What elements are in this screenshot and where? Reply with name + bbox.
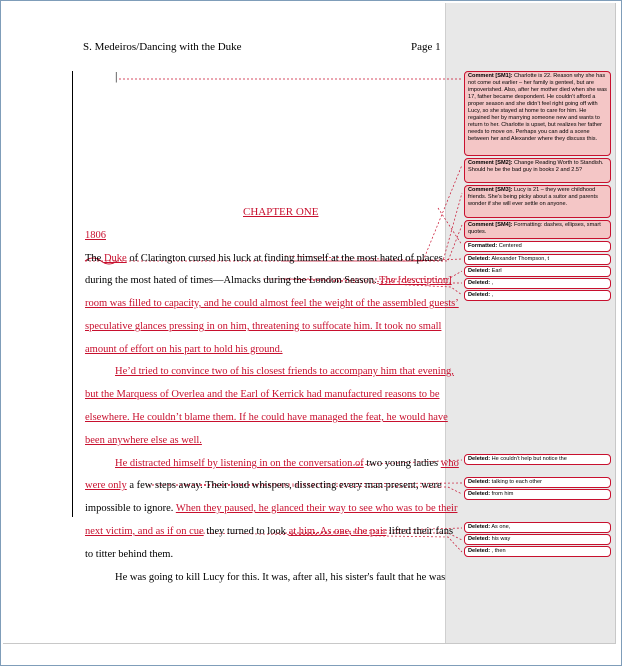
comment-balloon-sm3[interactable]: Comment [SM3]: Lucy is 21 – they were childhood friends. She’s being picky about a suitor and parents wonder if she will ever settle on anyone. <box>464 185 611 218</box>
deleted-balloon-6[interactable]: Deleted: talking to each other <box>464 477 611 488</box>
paragraph-line-8: elsewhere. He couldn’t blame them. If he could have managed the feat, he would have <box>85 412 448 423</box>
deleted-balloon-1[interactable]: Deleted: Alexander Thompson, t <box>464 254 611 265</box>
paragraph-line-13: next victim, and as if on cue they turned to look at him. As one, the pair lifted their fans <box>85 526 454 537</box>
paragraph-line-5: amount of effort on his part to hold his ground. <box>85 344 283 355</box>
paragraph-line-10: He distracted himself by listening in on the conversation of two young ladies who <box>115 458 459 469</box>
deleted-balloon-2[interactable]: Deleted: Earl <box>464 266 611 277</box>
comment-balloon-sm1[interactable]: Comment [SM1]: Charlotte is 22. Reason why she has not come out earlier – her family is genteel, but are impoverished. Also, after her mother died when she was 17, father became despondent. He couldn’t afford a proper season and she didn’t feel right going off with Lucy, so she stayed at home to care for him. He regained her by marrying someone new and wants to return to her. Charlotte is upset, but realizes her father needs to move on. Perhaps you can add a scene between her and Alexander where they discuss this. <box>464 71 611 156</box>
deleted-balloon-9[interactable]: Deleted: his way <box>464 534 611 545</box>
paragraph-line-7: but the Marquess of Overlea and the Earl of Kerrick had manufactured reasons to be <box>85 389 440 400</box>
paragraph-line-6: He’d tried to convince two of his closest friends to accompany him that evening, <box>115 366 454 377</box>
change-bar <box>72 71 73 517</box>
paragraph-line-14: to titter behind them. <box>85 549 174 560</box>
chapter-heading: CHAPTER ONE <box>243 206 319 218</box>
paragraph-line-2: during the most hated of times—Almacks during the London Season. The [description] <box>85 275 452 286</box>
paragraph-line-15: He was going to kill Lucy for this. It was, after all, his sister's fault that he was <box>115 572 446 583</box>
paragraph-line-1: The Duke of Clarington cursed his luck at finding himself at the most hated of places <box>85 253 443 264</box>
chapter-year: 1806 <box>85 230 106 241</box>
deleted-balloon-8[interactable]: Deleted: As one, <box>464 522 611 533</box>
paragraph-line-4: speculative glances pressing in on him, threatening to suffocate him. It took no small <box>85 321 442 332</box>
comment-balloon-sm4[interactable]: Comment [SM4]: Formatting: dashes, ellipses, smart quotes. <box>464 220 611 239</box>
deleted-balloon-3[interactable]: Deleted: , <box>464 278 611 289</box>
running-header-title: S. Medeiros/Dancing with the Duke <box>83 41 242 53</box>
paragraph-line-3: room was filled to capacity, and he could almost feel the weight of the assembled guests’ <box>85 298 459 309</box>
leader-line-sm3 <box>85 193 462 261</box>
formatted-balloon[interactable]: Formatted: Centered <box>464 241 611 252</box>
paragraph-line-11: were only a few steps away. Their loud whispers, dissecting every man present, were <box>85 480 442 491</box>
deleted-balloon-5[interactable]: Deleted: He couldn’t help but notice the <box>464 454 611 465</box>
deleted-balloon-7[interactable]: Deleted: from him <box>464 489 611 500</box>
running-header-page-number: Page 1 <box>411 41 441 53</box>
deleted-balloon-10[interactable]: Deleted: , then <box>464 546 611 557</box>
paragraph-line-12: impossible to ignore. When they paused, he glanced their way to see who was to be their <box>85 503 458 514</box>
comment-balloon-sm2[interactable]: Comment [SM2]: Change Reading Worth to Standish. Should he be the bad guy in books 2 and 2.5? <box>464 158 611 183</box>
document-page[interactable] <box>3 3 616 644</box>
text-cursor: | <box>115 69 118 83</box>
deleted-balloon-4[interactable]: Deleted: , <box>464 290 611 301</box>
paragraph-line-9: been anywhere else as well. <box>85 435 202 446</box>
